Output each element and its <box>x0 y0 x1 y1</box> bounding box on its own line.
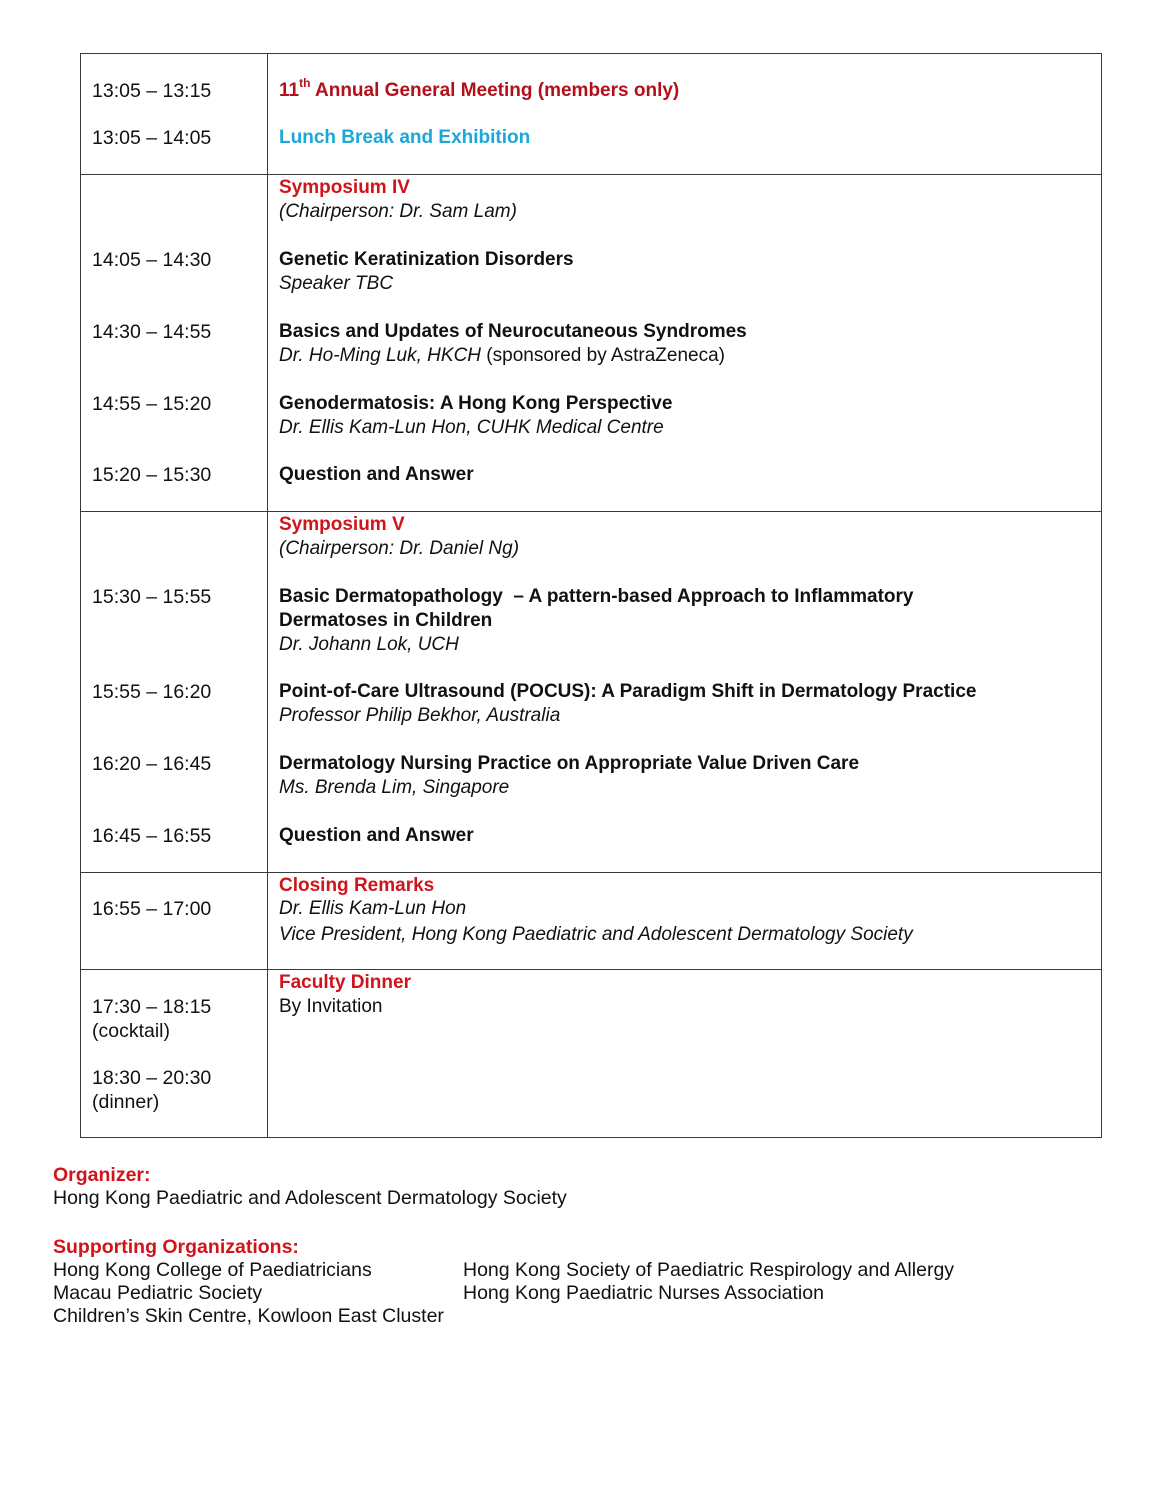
time-note: (dinner) <box>92 1091 160 1113</box>
time-slot: 14:05 – 14:30 <box>92 249 212 271</box>
talk-title: Genetic Keratinization Disorders <box>279 249 574 270</box>
chairperson: (Chairperson: Dr. Sam Lam) <box>279 201 517 222</box>
event-cell <box>268 54 1102 175</box>
talk-speaker: Dr. Ellis Kam-Lun Hon, CUHK Medical Centre <box>279 417 664 438</box>
time-cell <box>81 970 268 1138</box>
sponsor-note: (sponsored by AstraZeneca) <box>481 345 725 366</box>
supporting-org: Hong Kong Society of Paediatric Respirology and Allergy <box>463 1259 955 1281</box>
symposium-heading: Symposium V <box>279 514 405 535</box>
event-cell <box>268 175 1102 512</box>
table-row <box>81 54 1102 175</box>
talk-title: Point-of-Care Ultrasound (POCUS): A Paradigm Shift in Dermatology Practice <box>279 681 977 702</box>
talk-title: Basics and Updates of Neurocutaneous Syndromes <box>279 321 747 342</box>
time-slot: 16:20 – 16:45 <box>92 753 212 775</box>
time-cell <box>81 54 268 175</box>
table-row <box>81 512 1102 873</box>
talk-title: Genodermatosis: A Hong Kong Perspective <box>279 393 673 414</box>
time-slot: 14:55 – 15:20 <box>92 393 212 415</box>
organizer-name: Hong Kong Paediatric and Adolescent Dermatology Society <box>53 1187 567 1209</box>
time-slot: 17:30 – 18:15 <box>92 996 212 1018</box>
closing-heading: Closing Remarks <box>279 875 435 896</box>
supporting-label: Supporting Organizations: <box>53 1236 299 1258</box>
closing-speaker: Dr. Ellis Kam-Lun Hon <box>279 898 467 919</box>
talk-speaker: Ms. Brenda Lim, Singapore <box>279 777 510 798</box>
time-slot: 16:45 – 16:55 <box>92 825 212 847</box>
talk-speaker: Speaker TBC <box>279 273 394 294</box>
programme-table <box>80 53 1102 1138</box>
talk-title-continued: Dermatoses in Children <box>279 610 493 631</box>
event-cell <box>268 970 1102 1138</box>
talk-speaker: Dr. Ho-Ming Luk, HKCH (sponsored by AstraZeneca) <box>279 345 725 366</box>
organizer-label: Organizer: <box>53 1164 151 1186</box>
supporting-org: Macau Pediatric Society <box>53 1282 263 1304</box>
time-cell <box>81 175 268 512</box>
supporting-org: Hong Kong College of Paediatricians <box>53 1259 372 1281</box>
lunch-break-title: Lunch Break and Exhibition <box>279 127 531 148</box>
chairperson: (Chairperson: Dr. Daniel Ng) <box>279 538 520 559</box>
talk-speaker: Professor Philip Bekhor, Australia <box>279 705 561 726</box>
time-slot: 18:30 – 20:30 <box>92 1067 212 1089</box>
supporting-org: Children’s Skin Centre, Kowloon East Cluster <box>53 1305 444 1327</box>
closing-speaker-role: Vice President, Hong Kong Paediatric and Adolescent Dermatology Society <box>279 924 913 945</box>
time-slot: 14:30 – 14:55 <box>92 321 212 343</box>
time-slot: 13:05 – 13:15 <box>92 80 212 102</box>
talk-title: Question and Answer <box>279 464 474 485</box>
table-row <box>81 873 1102 970</box>
talk-title: Dermatology Nursing Practice on Appropriate Value Driven Care <box>279 753 860 774</box>
event-cell <box>268 873 1102 970</box>
agm-title: 11th Annual General Meeting (members only) <box>279 75 680 101</box>
dinner-heading: Faculty Dinner <box>279 972 411 993</box>
symposium-heading: Symposium IV <box>279 177 410 198</box>
talk-speaker: Dr. Johann Lok, UCH <box>279 634 459 655</box>
table-row <box>81 970 1102 1138</box>
table-row <box>81 175 1102 512</box>
time-note: (cocktail) <box>92 1020 171 1042</box>
time-slot: 13:05 – 14:05 <box>92 127 212 149</box>
time-slot: 15:20 – 15:30 <box>92 464 212 486</box>
time-cell <box>81 873 268 970</box>
time-cell <box>81 512 268 873</box>
time-slot: 15:30 – 15:55 <box>92 586 212 608</box>
event-cell <box>268 512 1102 873</box>
time-slot: 15:55 – 16:20 <box>92 681 212 703</box>
talk-title: Basic Dermatopathology – A pattern-based Approach to Inflammatory <box>279 586 914 607</box>
talk-title: Question and Answer <box>279 825 474 846</box>
dinner-detail: By Invitation <box>279 996 383 1017</box>
time-slot: 16:55 – 17:00 <box>92 898 212 920</box>
supporting-org: Hong Kong Paediatric Nurses Association <box>463 1282 824 1304</box>
